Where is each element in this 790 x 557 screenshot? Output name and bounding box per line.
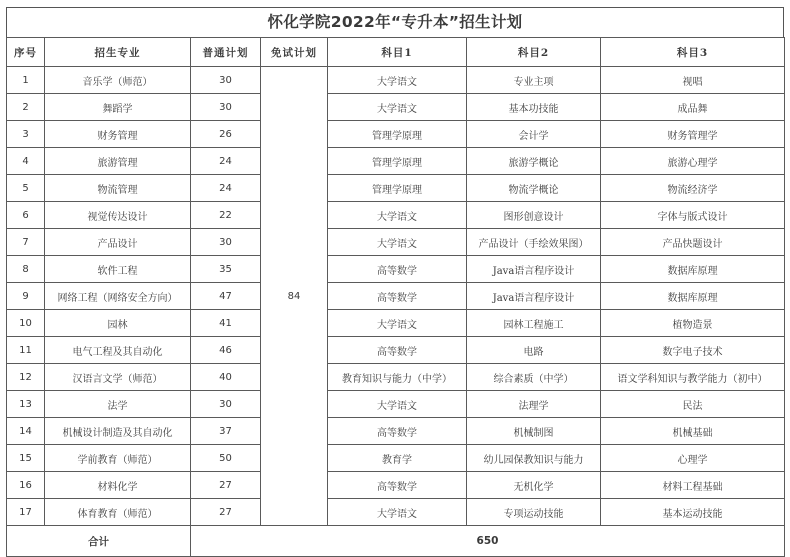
row-major: 汉语言文学（师范）	[45, 364, 191, 391]
document-title: 怀化学院2022年“专升本”招生计划	[6, 7, 784, 37]
row-subject-2: 幼儿园保教知识与能力	[467, 445, 601, 472]
row-regular-plan: 30	[191, 391, 261, 418]
row-regular-plan: 22	[191, 202, 261, 229]
row-regular-plan: 47	[191, 283, 261, 310]
row-regular-plan: 41	[191, 310, 261, 337]
row-subject-1: 大学语文	[328, 94, 467, 121]
row-regular-plan: 24	[191, 148, 261, 175]
row-regular-plan: 30	[191, 229, 261, 256]
table-row	[7, 283, 785, 310]
enrollment-plan-table	[6, 37, 785, 557]
row-subject-1: 大学语文	[328, 391, 467, 418]
row-subject-1: 管理学原理	[328, 121, 467, 148]
row-index: 17	[7, 499, 45, 526]
row-subject-1: 管理学原理	[328, 148, 467, 175]
table-row	[7, 202, 785, 229]
row-major: 音乐学（师范）	[45, 67, 191, 94]
row-major: 法学	[45, 391, 191, 418]
row-subject-1: 高等数学	[328, 283, 467, 310]
row-regular-plan: 35	[191, 256, 261, 283]
exempt-plan-total: 84	[261, 67, 328, 526]
row-subject-1: 大学语文	[328, 499, 467, 526]
table-row	[7, 229, 785, 256]
row-subject-2: 图形创意设计	[467, 202, 601, 229]
row-subject-3: 心理学	[601, 445, 785, 472]
row-subject-3: 数字电子技术	[601, 337, 785, 364]
row-regular-plan: 27	[191, 499, 261, 526]
table-row	[7, 364, 785, 391]
row-subject-2: 专业主项	[467, 67, 601, 94]
row-major: 材料化学	[45, 472, 191, 499]
row-subject-1: 大学语文	[328, 310, 467, 337]
row-index: 10	[7, 310, 45, 337]
row-major: 视觉传达设计	[45, 202, 191, 229]
row-regular-plan: 40	[191, 364, 261, 391]
row-major: 电气工程及其自动化	[45, 337, 191, 364]
row-subject-2: 电路	[467, 337, 601, 364]
row-index: 9	[7, 283, 45, 310]
row-regular-plan: 30	[191, 94, 261, 121]
table-row	[7, 121, 785, 148]
row-regular-plan: 26	[191, 121, 261, 148]
table-row	[7, 256, 785, 283]
row-regular-plan: 37	[191, 418, 261, 445]
table-row	[7, 472, 785, 499]
table-row	[7, 499, 785, 526]
row-index: 14	[7, 418, 45, 445]
row-subject-3: 基本运动技能	[601, 499, 785, 526]
row-major: 园林	[45, 310, 191, 337]
row-subject-1: 大学语文	[328, 202, 467, 229]
row-major: 体育教育（师范）	[45, 499, 191, 526]
row-subject-1: 高等数学	[328, 256, 467, 283]
row-subject-2: 法理学	[467, 391, 601, 418]
table-row	[7, 445, 785, 472]
row-subject-2: 专项运动技能	[467, 499, 601, 526]
row-subject-3: 字体与版式设计	[601, 202, 785, 229]
table-row	[7, 391, 785, 418]
header-subject-2: 科目2	[467, 38, 601, 67]
table-row	[7, 337, 785, 364]
row-index: 16	[7, 472, 45, 499]
row-index: 3	[7, 121, 45, 148]
table-row	[7, 67, 785, 94]
row-major: 网络工程（网络安全方向）	[45, 283, 191, 310]
row-subject-2: Java语言程序设计	[467, 256, 601, 283]
row-index: 11	[7, 337, 45, 364]
row-subject-1: 高等数学	[328, 472, 467, 499]
row-index: 7	[7, 229, 45, 256]
table-row	[7, 175, 785, 202]
header-regular-plan: 普通计划	[191, 38, 261, 67]
row-subject-3: 语文学科知识与教学能力（初中）	[601, 364, 785, 391]
row-subject-1: 高等数学	[328, 418, 467, 445]
row-index: 15	[7, 445, 45, 472]
row-subject-1: 管理学原理	[328, 175, 467, 202]
row-subject-3: 植物造景	[601, 310, 785, 337]
row-subject-3: 财务管理学	[601, 121, 785, 148]
table-header-row	[7, 38, 785, 67]
row-major: 旅游管理	[45, 148, 191, 175]
row-subject-1: 教育学	[328, 445, 467, 472]
row-regular-plan: 24	[191, 175, 261, 202]
row-subject-2: 旅游学概论	[467, 148, 601, 175]
row-regular-plan: 30	[191, 67, 261, 94]
row-subject-2: 会计学	[467, 121, 601, 148]
row-subject-2: Java语言程序设计	[467, 283, 601, 310]
table-row	[7, 310, 785, 337]
row-regular-plan: 50	[191, 445, 261, 472]
header-exempt-plan: 免试计划	[261, 38, 328, 67]
row-subject-1: 大学语文	[328, 229, 467, 256]
table-total-row	[7, 526, 785, 557]
row-major: 财务管理	[45, 121, 191, 148]
row-major: 舞蹈学	[45, 94, 191, 121]
row-index: 1	[7, 67, 45, 94]
header-subject-1: 科目1	[328, 38, 467, 67]
row-subject-3: 旅游心理学	[601, 148, 785, 175]
table-row	[7, 94, 785, 121]
row-subject-3: 视唱	[601, 67, 785, 94]
row-subject-3: 材料工程基础	[601, 472, 785, 499]
row-major: 产品设计	[45, 229, 191, 256]
table-row	[7, 418, 785, 445]
header-major: 招生专业	[45, 38, 191, 67]
header-index: 序号	[7, 38, 45, 67]
row-index: 8	[7, 256, 45, 283]
row-regular-plan: 27	[191, 472, 261, 499]
row-subject-1: 教育知识与能力（中学）	[328, 364, 467, 391]
total-value: 650	[191, 526, 785, 557]
row-subject-1: 高等数学	[328, 337, 467, 364]
row-index: 2	[7, 94, 45, 121]
row-index: 12	[7, 364, 45, 391]
row-subject-3: 产品快题设计	[601, 229, 785, 256]
row-index: 5	[7, 175, 45, 202]
row-subject-2: 基本功技能	[467, 94, 601, 121]
row-subject-3: 民法	[601, 391, 785, 418]
row-major: 学前教育（师范）	[45, 445, 191, 472]
row-major: 物流管理	[45, 175, 191, 202]
row-subject-3: 数据库原理	[601, 283, 785, 310]
row-subject-3: 成品舞	[601, 94, 785, 121]
row-index: 6	[7, 202, 45, 229]
table-row	[7, 148, 785, 175]
row-subject-1: 大学语文	[328, 67, 467, 94]
row-subject-2: 综合素质（中学）	[467, 364, 601, 391]
row-subject-2: 物流学概论	[467, 175, 601, 202]
total-label: 合计	[7, 526, 191, 557]
row-regular-plan: 46	[191, 337, 261, 364]
row-subject-2: 无机化学	[467, 472, 601, 499]
row-subject-3: 机械基础	[601, 418, 785, 445]
row-index: 4	[7, 148, 45, 175]
row-subject-2: 园林工程施工	[467, 310, 601, 337]
row-major: 机械设计制造及其自动化	[45, 418, 191, 445]
row-subject-2: 产品设计（手绘效果图）	[467, 229, 601, 256]
row-subject-2: 机械制图	[467, 418, 601, 445]
row-index: 13	[7, 391, 45, 418]
header-subject-3: 科目3	[601, 38, 785, 67]
row-major: 软件工程	[45, 256, 191, 283]
row-subject-3: 物流经济学	[601, 175, 785, 202]
row-subject-3: 数据库原理	[601, 256, 785, 283]
